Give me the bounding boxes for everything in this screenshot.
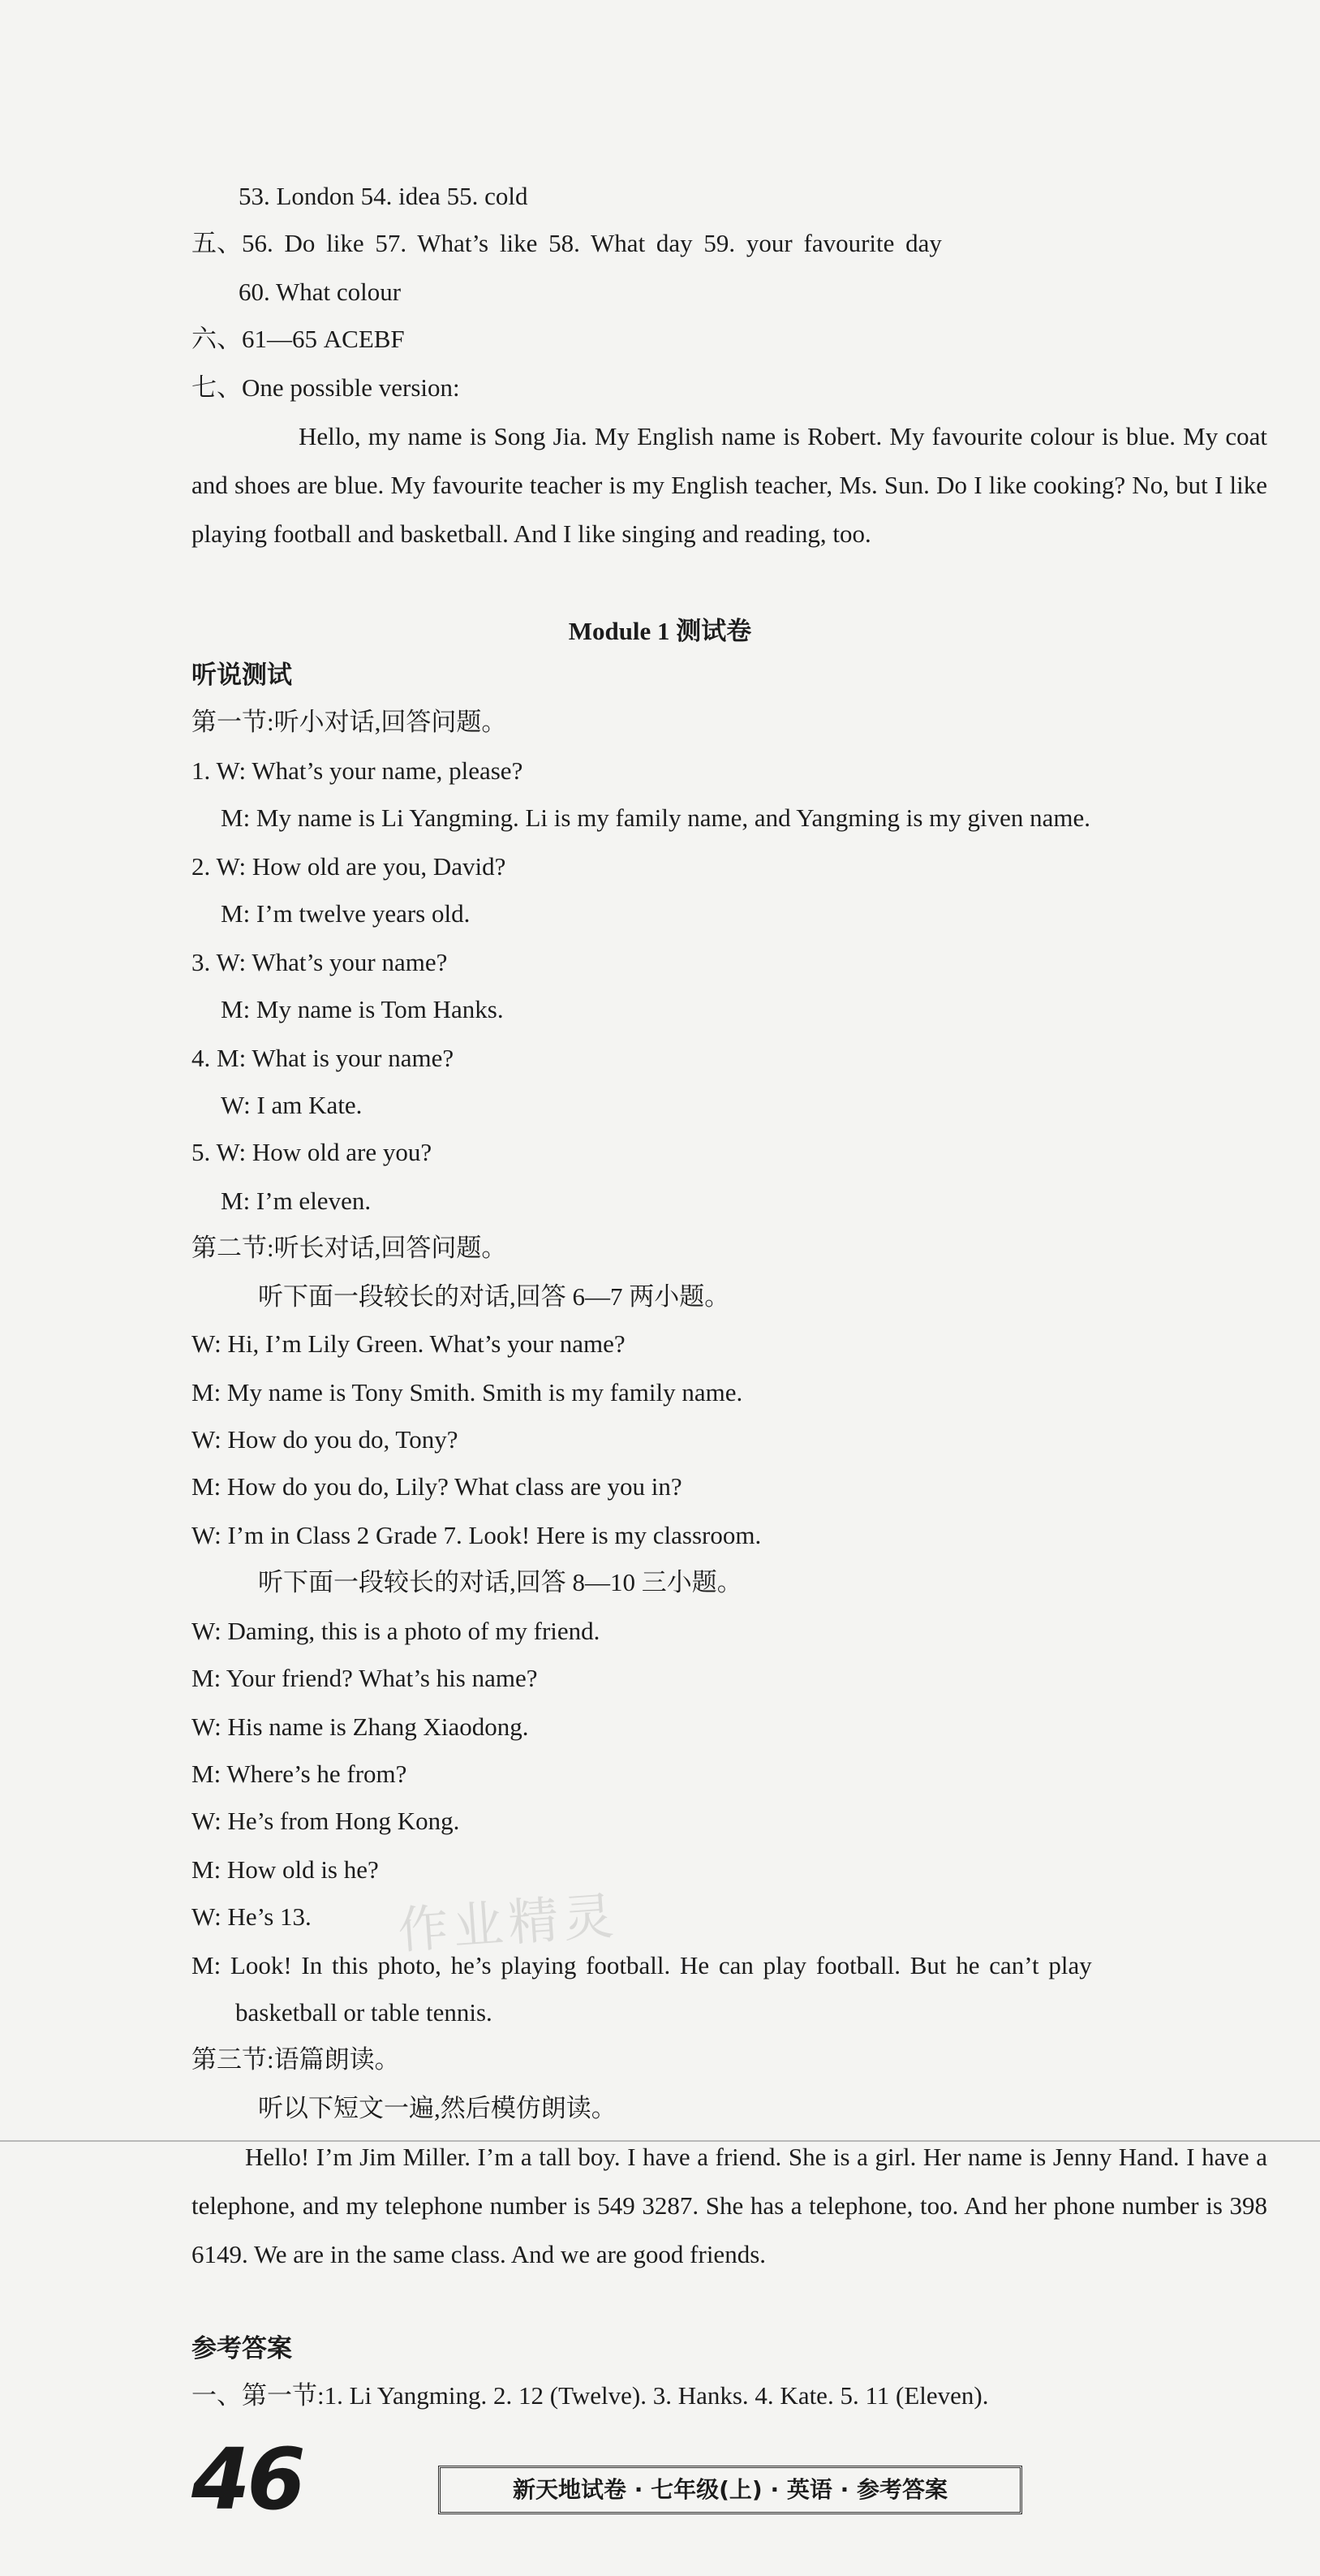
answer-line-53-55: 53. London 54. idea 55. cold bbox=[239, 182, 528, 210]
part1-heading: 第一节:听小对话,回答问题。 bbox=[191, 708, 507, 736]
dialogue-line: M: Look! In this photo, he’s playing football. He can play football. But he can’t play bbox=[191, 1951, 1092, 1979]
dialogue-line: M: How do you do, Lily? What class are you in? bbox=[191, 1472, 682, 1501]
dialogue-line: M: My name is Tony Smith. Smith is my family name. bbox=[191, 1378, 743, 1406]
dialogue-line: W: His name is Zhang Xiaodong. bbox=[191, 1712, 529, 1741]
answer-line-section-6: 六、61—65 ACEBF bbox=[191, 325, 405, 353]
part3-heading: 第三节:语篇朗读。 bbox=[191, 2045, 400, 2074]
answer-line-section-5: 五、56. Do like 57. What’s like 58. What day 59. your favourite day bbox=[191, 229, 942, 257]
part2-intro-a: 听下面一段较长的对话,回答 6—7 两小题。 bbox=[258, 1282, 730, 1311]
dialogue-line: 2. W: How old are you, David? bbox=[191, 852, 506, 881]
dialogue-line: M: My name is Li Yangming. Li is my family name, and Yangming is my given name. bbox=[221, 803, 1091, 832]
dialogue-line: basketball or table tennis. bbox=[235, 1998, 492, 2027]
dialogue-line: W: I’m in Class 2 Grade 7. Look! Here is my classroom. bbox=[191, 1521, 762, 1549]
reading-passage: Hello! I’m Jim Miller. I’m a tall boy. I have a friend. She is a girl. Her name is Jenny Hand. I have a telephone, and my telephone number is 549 3287. She has a telephone, too. And her phone number is 398 6149. We are in the same class. And we are good friends. bbox=[191, 2143, 1267, 2268]
dialogue-line: M: How old is he? bbox=[191, 1855, 379, 1884]
module-title: Module 1 测试卷 bbox=[568, 617, 752, 645]
dialogue-line: W: How do you do, Tony? bbox=[191, 1425, 458, 1454]
dialogue-line: 3. W: What’s your name? bbox=[191, 948, 448, 976]
part2-heading: 第二节:听长对话,回答问题。 bbox=[191, 1234, 507, 1262]
dialogue-line: W: He’s from Hong Kong. bbox=[191, 1807, 460, 1835]
section-heading-listening: 听说测试 bbox=[191, 661, 292, 689]
dialogue-line: W: Hi, I’m Lily Green. What’s your name? bbox=[191, 1329, 626, 1358]
dialogue-line: 4. M: What is your name? bbox=[191, 1044, 454, 1072]
dialogue-line: M: Your friend? What’s his name? bbox=[191, 1664, 538, 1692]
book-title-footer: 新天地试卷 · 七年级(上) · 英语 · 参考答案 bbox=[438, 2466, 1022, 2514]
dialogue-line: W: He’s 13. bbox=[191, 1902, 312, 1931]
answers-heading: 参考答案 bbox=[191, 2334, 292, 2363]
answers-line: 一、第一节:1. Li Yangming. 2. 12 (Twelve). 3. Hanks. 4. Kate. 5. 11 (Eleven). bbox=[191, 2381, 989, 2410]
watermark: 作业精灵 bbox=[396, 1885, 621, 1961]
answer-line-section-7: 七、One possible version: bbox=[191, 373, 460, 402]
dialogue-line: M: I’m twelve years old. bbox=[221, 899, 471, 928]
dialogue-line: 5. W: How old are you? bbox=[191, 1138, 432, 1166]
dialogue-line: M: Where’s he from? bbox=[191, 1760, 407, 1788]
answer-line-60: 60. What colour bbox=[239, 278, 402, 306]
dialogue-line: M: My name is Tom Hanks. bbox=[221, 995, 504, 1023]
page-number: 46 bbox=[191, 2430, 303, 2529]
sample-essay: Hello, my name is Song Jia. My English name is Robert. My favourite colour is blue. My coat and shoes are blue. My favourite teacher is my English teacher, Ms. Sun. Do I like cooking? No, but I like playing football and basketball. And I like singing and reading, too. bbox=[191, 422, 1267, 548]
dialogue-line: M: I’m eleven. bbox=[221, 1187, 372, 1215]
dialogue-line: 1. W: What’s your name, please? bbox=[191, 756, 523, 785]
dialogue-line: W: I am Kate. bbox=[221, 1091, 363, 1119]
part3-intro: 听以下短文一遍,然后模仿朗读。 bbox=[258, 2094, 617, 2122]
part2-intro-b: 听下面一段较长的对话,回答 8—10 三小题。 bbox=[258, 1568, 742, 1596]
dialogue-line: W: Daming, this is a photo of my friend. bbox=[191, 1617, 600, 1645]
